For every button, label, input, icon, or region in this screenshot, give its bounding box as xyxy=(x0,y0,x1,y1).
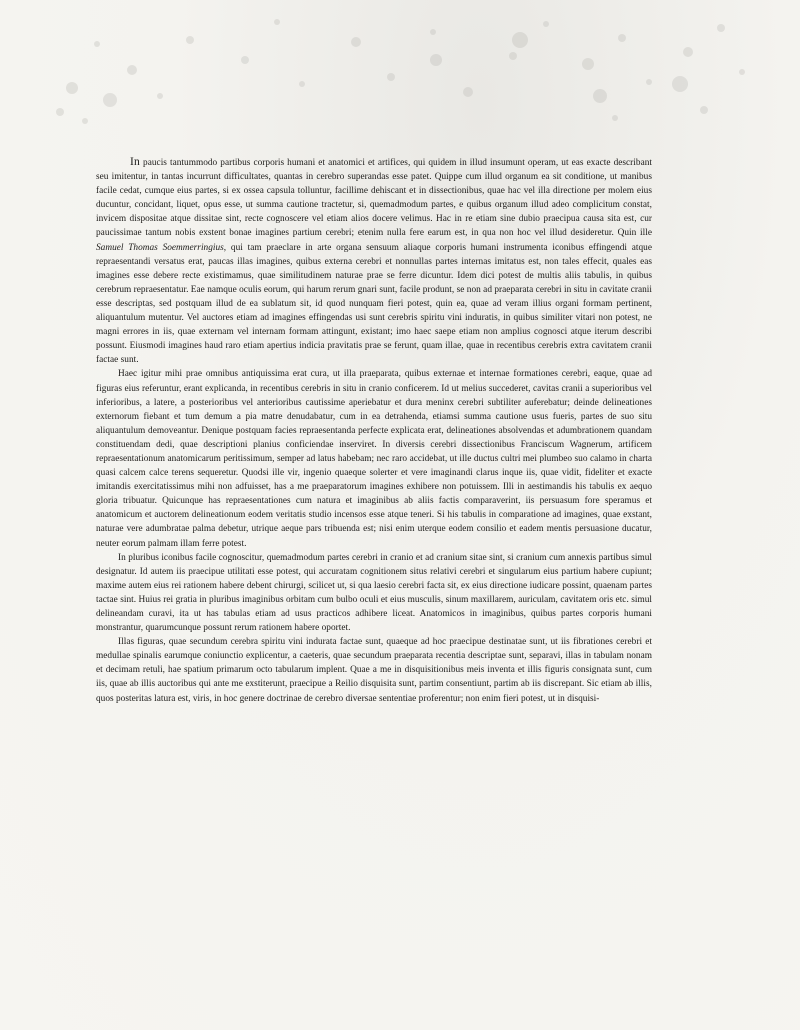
paragraph-text: Haec igitur mihi prae omnibus antiquissima erat cura, ut illa praeparata, quibus externae et internae formationes cerebri, eaque, quae ad figuras eius referuntur, erant explicanda, in recentibus cerebris in situ in cranio conficerem. Id ut melius succederet, cavitas cranii a superioribus vel inferioribus, a latere, a posterioribus vel anterioribus cautissime aperiebatur et dura meninx cerebri subtiliter auferebatur; deinde delineationes externorum fiebant et tum demum a pia matre denudabatur, cum in ea detrahenda, etiamsi summa cautione usus fueris, partes de suo situ aliquantulum demoveantur. Denique postquam facies repraesentanda perfecte explicata erat, delineationes absolvendas et adumbrationem quandam constituendam dedi, quae descriptioni planius conficiendae inserviret. In diversis cerebri dissectionibus Franciscum xyxy=(96,369,652,450)
person-name: Reilio xyxy=(335,679,358,690)
initial-word: In xyxy=(130,156,140,168)
paragraph xyxy=(96,551,652,636)
person-name: Samuel Thomas Soemmerringius xyxy=(96,242,224,253)
paragraph-text: disquisita sunt, partim consentiunt, partim ab iis discrepant. Sic etiam ab illis, quos posteritas latura est, viris, in hoc genere doctrinae de cerebro diversae sententiae proferentur; non enim fieri potest, ut in disquisi- xyxy=(96,679,652,704)
person-name: Wagnerum xyxy=(569,439,611,450)
paragraph-text: In pluribus iconibus facile cognoscitur, quemadmodum partes cerebri in cranio et ad cranium sitae sint, si cranium cum annexis partibus simul designatur. Id autem iis praecipue utilitati esse potest, qui accuratam cognitionem situs relativi cerebri et singularum eius partium habere cupiunt; maxime autem eius rei rationem habere debent chirurgi, scilicet ut, si qua laesio cerebri facta sit, ex eius directione iudicare possint, quaenam partes tactae sint. Huius rei gratia in pluribus imaginibus orbitam cum bulbo oculi et eius musculis, sinum maxillarem, auriculam, cavitatem oris etc. simul delineandam curavi, ita ut has tabulas etiam ad usus practicos adhibere liceat. Anatomicos in imaginibus, quibus partes corporis humani monstrantur, quarumcunque possunt rerum rationem habere oportet. xyxy=(96,552,652,634)
body-text xyxy=(96,155,652,706)
paragraph-text: , qui tam praeclare in arte organa sensuum aliaque corporis humani instrumenta iconibus effingendi atque repraesentandi versatus erat, paucas illas imagines, quibus externa cerebri et nonnullas partes internas imitatus est, non tales effecit, quales eas imagines esse debere recte existimamus, quae similitudinem naturae prae se ferre dicuntur. Idem dici potest de multis aliis tabulis, in quibus cerebrum repraesentatur. Eae namque oculis eorum, qui harum rerum gnari sunt, facile produnt, se non ad praeparata cerebri in situ in cavitate cranii esse descriptas, sed postquam illud de ea sublatum sit, id quod nunquam fieri potest, quin ea, quae ad veram illius organi formam pertinent, aliquantulum mutentur. Vel auctores etiam ad imagines effingendas usi sunt cerebris spiritu vini induratis, in quibus similiter vitari non potest, ne magni errores in iis, quae externam vel internam formam attingunt, existant; imo haec saepe etiam non amplius cognosci atque iterum describi possunt. Eiusmodi imagines haud raro etiam apertius indicia pravitatis prae se ferunt, quam illae, quae in recentibus cerebris extra cavitatem cranii factae sunt. xyxy=(96,242,652,366)
paragraph-text: paucis tantummodo partibus corporis humani et anatomici et artifices, qui quidem in illud insumunt operam, ut eas exacte describant seu imitentur, in tantas incurrunt difficultates, quantas in cerebro superandas esse patet. Quippe cum illud organum ea sit conditione, ut manibus facile cedat, cumque eius partes, si ex ossea capsula tolluntur, facillime dehiscant et in dissectionibus, quae hac vel illa directione per molem eius ducuntur, concidant, liquet, opus esse, ut summa cautione tractetur, si, quemadmodum partes, e quibus organum illud adeo complicitum constat, invicem dispositae atque dissitae sint, recte cognoscere vel etiam alios docere velimus. Hac in re etiam sine dubio praecipua causa sita est, cur paucissimae tantum nobis exstent bonae imagines partium cerebri; etenim nulla fere earum est, in qua non hoc vel illud desideretur. Quin ille xyxy=(96,158,652,239)
paragraph-text: Illas figuras, quae secundum cerebra spiritu vini indurata factae sunt, quaeque ad hoc praecipue destinatae sunt, ut iis fibrationes cerebri et medullae spinalis earumque coniunctio explicentur, a caeteris, quae secundum praeparata recentia descriptae sunt, separavi, illas in tabulam nonam et decimam retuli, hae spatium primarum octo tabularum implent. Quae a me in disquisitionibus meis inventa et illis figuris consignata sunt, cum iis, quae ab illis auctoribus qui ante me exstiterunt, praecipue a xyxy=(96,637,652,690)
paragraph-text: , artificem repraesentationum anatomicarum peritissimum, semper ad latus habebam; nec raro accidebat, ut ille ductus cultri mei plumbeo suo calamo in charta quasi calcem calce terens sequeretur. Quodsi ille vir, ingenio quaeque solerter et vere imaginandi clarus inque iis, quae vidit, fideliter et exacte imitandis exercitatissimus mihi non adfuisset, has a me praeparatorum imagines exhibere non potuissem. Illi in aestimandis his tabulis ex aequo gloria tribuatur. Quicunque has repraesentationes cum natura et imaginibus ab aliis factis comparaverint, iis persuasum fore speramus et anatomicum et auctorem delineationum eodem veritatis studio incensos esse atque teneri. Si his tabulis in comparatione ad imagines, quae exstant, naturae vere adumbratae palma debetur, utrique aeque pars tribuenda est; nisi enim uterque eodem consilio et eadem mentis persuasione ducatur, neuter eorum palmam illam ferre potest. xyxy=(96,439,653,549)
paragraph xyxy=(96,155,652,367)
paragraph xyxy=(96,635,652,705)
paragraph xyxy=(96,367,652,550)
